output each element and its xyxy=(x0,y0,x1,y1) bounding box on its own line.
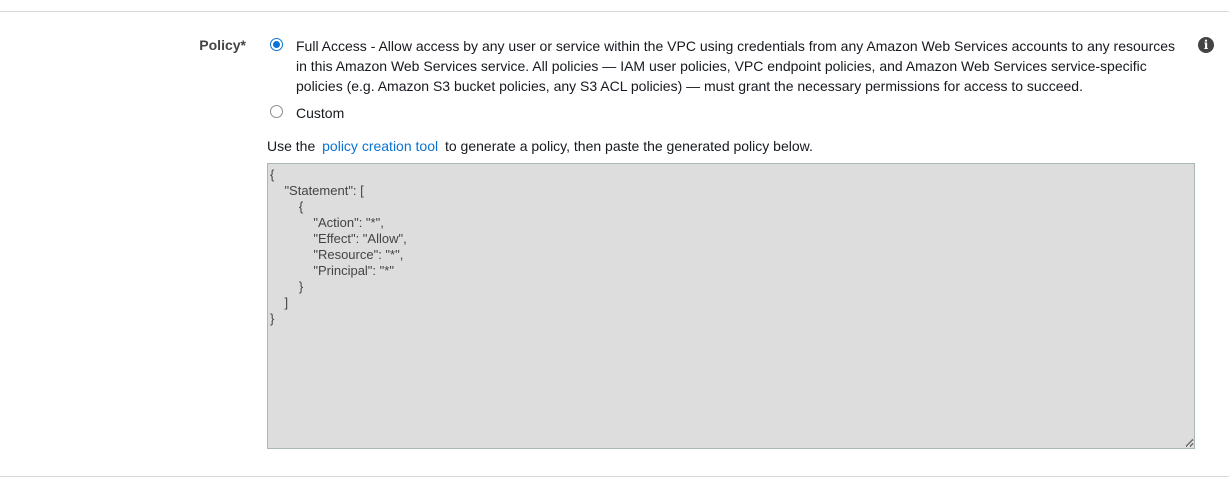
policy-document-textarea[interactable] xyxy=(267,163,1195,449)
custom-option-label[interactable]: Custom xyxy=(296,105,345,121)
custom-radio[interactable] xyxy=(270,105,283,118)
info-icon[interactable]: i xyxy=(1198,37,1214,53)
policy-label: Policy* xyxy=(199,37,246,53)
help-prefix: Use the xyxy=(267,138,316,154)
bottom-divider xyxy=(0,476,1229,477)
full-access-radio[interactable] xyxy=(270,38,283,51)
top-divider xyxy=(0,11,1229,12)
policy-help-text xyxy=(267,136,813,156)
help-suffix: to generate a policy, then paste the generated policy below. xyxy=(444,138,813,154)
policy-creation-tool-link[interactable]: policy creation tool xyxy=(322,138,439,154)
full-access-option-label[interactable]: Full Access - Allow access by any user or service within the VPC using credentials from any Amazon Web Services accounts to any resources in this Amazon Web Services service. All policies — IAM user policies, VPC endpoint policies, and Amazon Web Services service-specific policies (e.g. Amazon S3 bucket policies, any S3 ACL policies) — must grant the necessary permissions for access to succeed. xyxy=(296,38,1176,94)
